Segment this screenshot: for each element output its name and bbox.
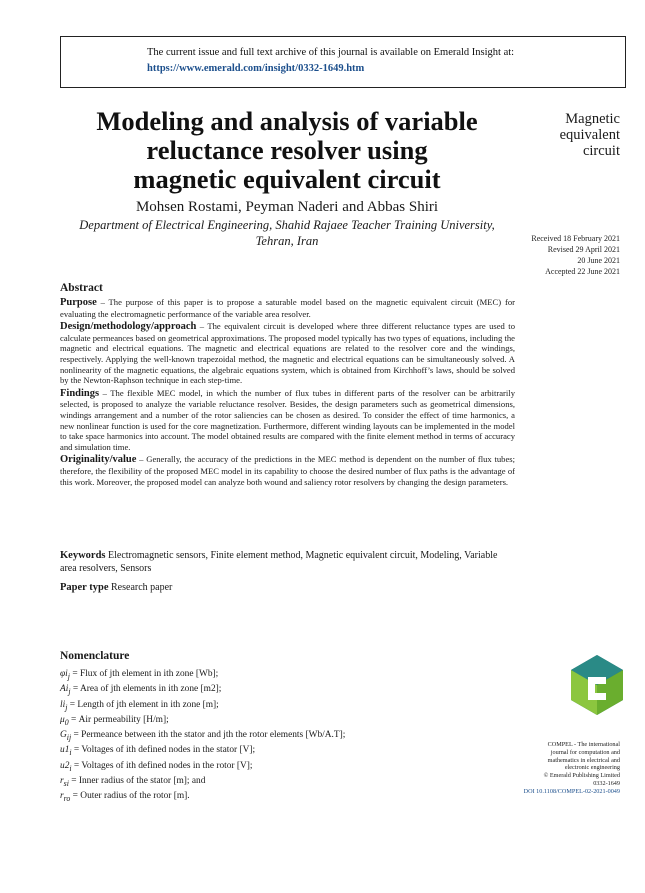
- nomenclature-item: $G_{ij}$ = Permeance between ith the stator and jth the rotor elements [Wb/A.T];: [60, 730, 346, 742]
- section-text: – The flexible MEC model, in which the number of flux tubes in different parts of the resolver can be arbitrarily selected, is proposed to analyze the variable reluctance resolver. Besides, the design parameters such as geometrical dimensions, windings arrangement and a number of the rotor saliencies can be chosen as desired. To consider the effect of time harmonics, a new nonlinear function is used for the core magnetization. Furthermore, different winding layouts can be implemented in the model to take space harmonics into account. The model obtained results are compared with the finite element method in terms of accuracy and simulation time.: [60, 387, 515, 452]
- section-text: – Generally, the accuracy of the predictions in the MEC method is dependent on the number of flux tubes; therefore, the flexibility of the proposed MEC model in its capability to choose the desired number of flux paths is the advantage of this work. Moreover, the proposed model can analyze both wound and saliency rotor resolvers by changing the design parameters.: [60, 454, 515, 487]
- paper-type-label: Paper type: [60, 582, 109, 593]
- journal-line: 0332-1649: [593, 779, 620, 787]
- journal-logo-icon: [568, 653, 626, 717]
- abstract-body: [60, 297, 515, 489]
- keywords: [60, 549, 515, 575]
- nomenclature-item: $r_{si}$ = Inner radius of the stator [m]; and: [60, 775, 206, 788]
- abstract-heading: Abstract: [60, 282, 103, 294]
- journal-line: journal for computation and: [550, 748, 620, 756]
- nomenclature-heading: Nomenclature: [60, 650, 130, 662]
- journal-info: [490, 741, 620, 796]
- journal-line: COMPEL - The international: [547, 741, 620, 748]
- nomenclature-item: $u1_i$ = Voltages of ith defined nodes in the stator [V];: [60, 745, 256, 758]
- nomenclature-item: $u2_i$ = Voltages of ith defined nodes in the rotor [V];: [60, 760, 253, 773]
- running-title-line: Magnetic: [565, 111, 620, 127]
- nomenclature-item: $\mu_0$ = Air permeability [H/m];: [60, 714, 169, 727]
- authors: Mohsen Rostami, Peyman Naderi and Abbas Shiri: [135, 199, 439, 215]
- journal-line: mathematics in electrical and: [547, 756, 620, 764]
- nomenclature-item: $\varphi i_j$ = Flux of jth element in ith zone [Wb];: [60, 669, 219, 681]
- journal-banner: [60, 36, 626, 88]
- title-line: magnetic equivalent circuit: [133, 164, 441, 194]
- keywords-label: Keywords: [60, 550, 106, 561]
- accepted-date: Accepted 22 June 2021: [545, 267, 620, 276]
- paper-type: [60, 582, 172, 593]
- banner-text: The current issue and full text archive of this journal is available on Emerald Insight at:: [147, 47, 515, 58]
- keywords-text: Electromagnetic sensors, Finite element method, Magnetic equivalent circuit, Modeling, Variable area resolvers, Sensors: [60, 550, 498, 574]
- title-line: Modeling and analysis of variable: [96, 106, 478, 136]
- affiliation-line: Department of Electrical Engineering, Shahid Rajaee Teacher Training University,: [79, 218, 495, 232]
- abstract-findings: [60, 388, 515, 453]
- abstract-design: [60, 321, 515, 386]
- abstract-purpose: [60, 297, 515, 319]
- paper-type-text: Research paper: [108, 582, 173, 593]
- section-label: Originality/value: [60, 454, 137, 466]
- journal-url-link[interactable]: https://www.emerald.com/insight/0332-1649.htm: [147, 63, 365, 74]
- running-title-line: equivalent: [559, 127, 620, 143]
- received-date: Received 18 February 2021: [531, 234, 620, 243]
- revised-date: Revised 29 April 2021: [547, 245, 620, 254]
- paper-title: [40, 107, 534, 194]
- section-label: Purpose: [60, 297, 97, 308]
- nomenclature-item: $r_{ro}$ = Outer radius of the rotor [m].: [60, 791, 190, 804]
- history-dates: [470, 233, 620, 277]
- revised-date: 20 June 2021: [577, 256, 620, 265]
- section-text: – The purpose of this paper is to propose a saturable model based on the magnetic equivalent circuit (MEC) for evaluating the electromagnetic performance of the variable area resolver.: [60, 297, 515, 319]
- running-title-line: circuit: [582, 143, 620, 159]
- nomenclature-list: [60, 668, 515, 806]
- section-label: Design/methodology/approach: [60, 321, 197, 333]
- journal-line: electronic engineering: [564, 764, 620, 772]
- section-label: Findings: [60, 387, 100, 399]
- affiliation-line: Tehran, Iran: [255, 234, 319, 248]
- doi-link[interactable]: DOI 10.1108/COMPEL-02-2021-0049: [523, 787, 620, 795]
- affiliation: [40, 217, 534, 249]
- section-text: – The equivalent circuit is developed where three different reluctance types are used to calculate permeances based on geometrical approximations. The proposed model typically has two types of equations, including the magnetic and electrical equations. The magnetic and electrical equations are related to the resolver core and the windings, respectively. Applying the well-known trapezoidal method, the magnetic and electrical equations can be simultaneously solved. A nonlinearity of the magnetic equations, the algebraic equations system, which is obtained from Kirchhoff’s laws, should be solved by the Newton-Raphson technique in each step-time.: [60, 321, 515, 386]
- abstract-originality: [60, 454, 515, 487]
- title-line: reluctance resolver using: [146, 135, 428, 165]
- nomenclature-item: $li_j$ = Length of jth element in ith zone [m];: [60, 699, 219, 712]
- journal-line: © Emerald Publishing Limited: [543, 772, 620, 780]
- nomenclature-item: $Ai_j$ = Area of jth elements in ith zone [m2];: [60, 684, 222, 697]
